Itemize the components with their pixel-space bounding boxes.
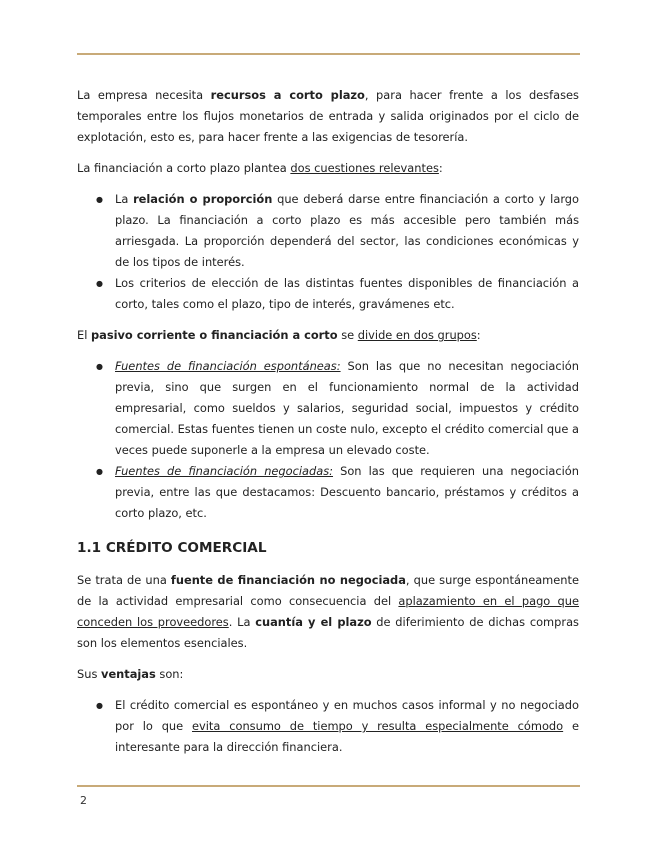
groups-text-3: : [476, 328, 481, 342]
item-term: Fuentes de financiación espontáneas: [115, 359, 341, 373]
page-number: 2 [80, 794, 87, 807]
advantages-text-1: Sus [77, 667, 102, 681]
item-text: que deberá darse entre financiación a corto y largo plazo. La financiación a corto plazo es más accesible pero también más arriesgada. La proporción dependerá del sector, las condiciones económicas y de los tipos de interés. [115, 192, 579, 269]
section-text-3: . La [228, 615, 256, 629]
section-text-1: Se trata de una [77, 573, 171, 587]
groups-list-item [115, 461, 579, 524]
section-bold-1: fuente de financiación no negociada [170, 573, 406, 587]
footer-rule [77, 785, 580, 787]
groups-text-1: El [77, 328, 91, 342]
item-text: e interesante para la dirección financiera. [115, 719, 579, 754]
advantages-bold: ventajas [101, 667, 156, 681]
item-text: El crédito comercial es espontáneo y en muchos casos informal y no negociado por lo que [115, 698, 579, 733]
intro-paragraph [77, 85, 579, 148]
advantages-paragraph [77, 664, 579, 685]
advantages-list [77, 695, 579, 758]
advantages-text-2: son: [155, 667, 184, 681]
advantages-list-item [115, 695, 579, 758]
groups-bold: pasivo corriente o financiación a corto [90, 328, 338, 342]
document-body [77, 85, 579, 768]
groups-paragraph [77, 325, 579, 346]
questions-list [77, 189, 579, 315]
intro-text-1: La empresa necesita [77, 88, 211, 102]
item-term: Fuentes de financiación negociadas: [115, 464, 334, 478]
questions-text-2: : [438, 161, 443, 175]
questions-list-item [115, 273, 579, 315]
section-text-2: , que surge espontáneamente de la actividad empresarial como consecuencia del [77, 573, 579, 608]
section-underline: aplazamiento en el pago que conceden los proveedores [77, 594, 579, 629]
questions-underline: dos cuestiones relevantes [290, 161, 439, 175]
item-text: Son las que no necesitan negociación previa, sino que surgen en el funcionamiento normal de la actividad empresarial, como sueldos y salarios, seguridad social, impuestos y crédito comercial. Estas fuentes tienen un coste nulo, excepto el crédito comercial que a veces puede suponerle a la empresa un elevado coste. [115, 359, 579, 457]
questions-text-1: La financiación a corto plazo plantea [77, 161, 291, 175]
questions-paragraph [77, 158, 579, 179]
intro-bold: recursos a corto plazo [210, 88, 365, 102]
section-paragraph [77, 570, 579, 654]
groups-underline: divide en dos grupos [357, 328, 477, 342]
header-rule [77, 53, 580, 55]
groups-list-item [115, 356, 579, 461]
section-text-4: de diferimiento de dichas compras son los elementos esenciales. [77, 615, 579, 650]
item-text: Los criterios de elección de las distintas fuentes disponibles de financiación a corto, tales como el plazo, tipo de interés, gravámenes etc. [115, 276, 579, 311]
intro-text-2: , para hacer frente a los desfases temporales entre los flujos monetarios de entrada y salida originados por el ciclo de explotación, esto es, para hacer frente a las exigencias de tesorería. [77, 88, 579, 144]
item-text: Son las que requieren una negociación previa, entre las que destacamos: Descuento bancario, préstamos y créditos a corto plazo, etc. [115, 464, 579, 520]
section-heading: 1.1 CRÉDITO COMERCIAL [77, 540, 267, 556]
groups-list [77, 356, 579, 524]
item-text: La [115, 192, 134, 206]
section-bold-2: cuantía y el plazo [255, 615, 372, 629]
item-bold: relación o proporción [133, 192, 273, 206]
item-underline: evita consumo de tiempo y resulta especialmente cómodo [192, 719, 564, 733]
questions-list-item [115, 189, 579, 273]
groups-text-2: se [337, 328, 358, 342]
